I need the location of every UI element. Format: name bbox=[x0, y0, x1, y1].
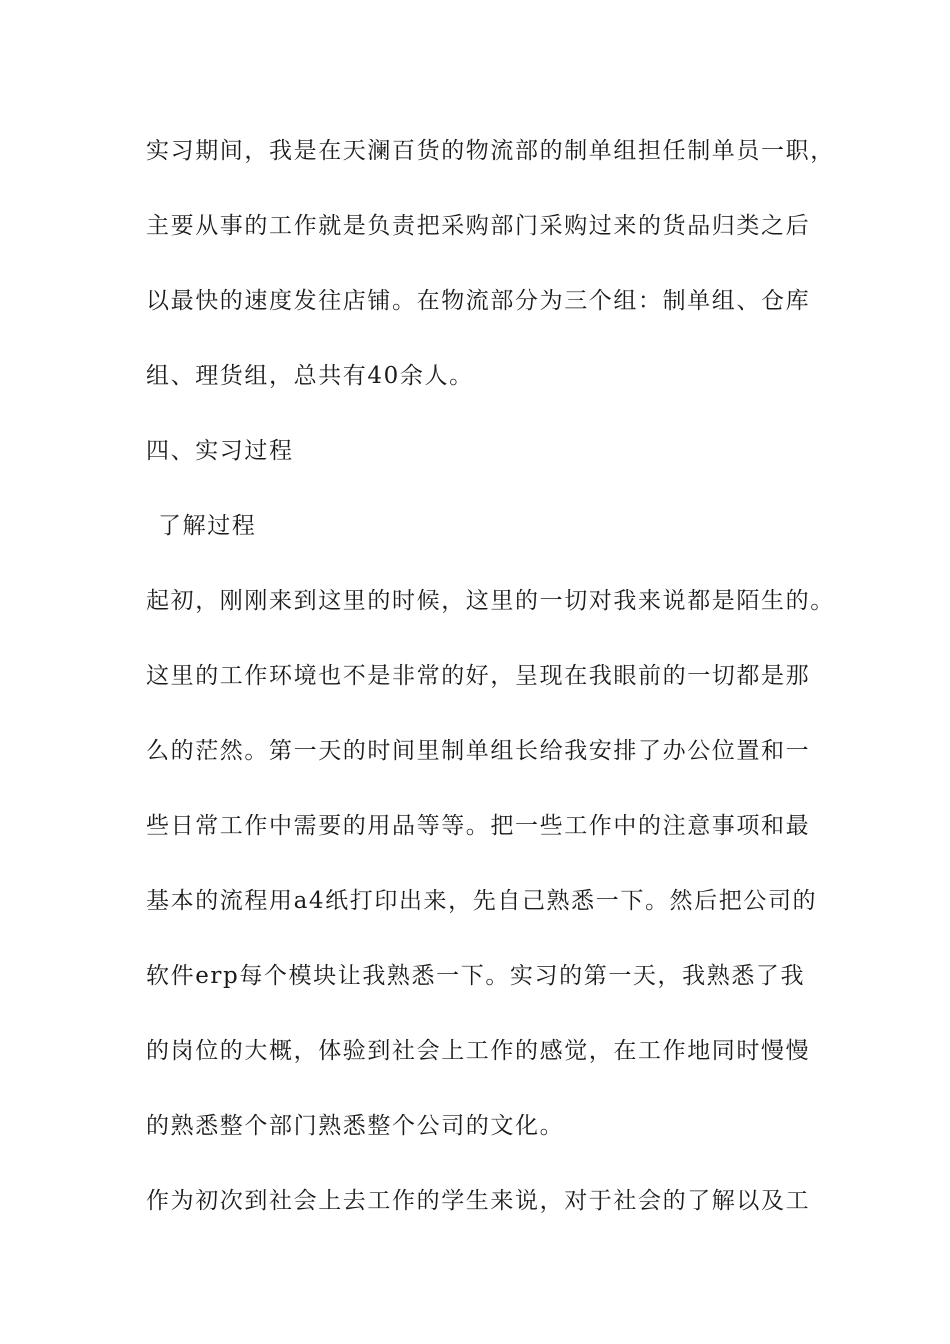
section-heading: 四、实习过程 bbox=[146, 438, 294, 464]
paragraph-line: 起初，刚刚来到这里的时候，这里的一切对我来说都是陌生的。 bbox=[146, 588, 835, 614]
paragraph-line: 这里的工作环境也不是非常的好，呈现在我眼前的一切都是那 bbox=[146, 663, 811, 689]
paragraph-line: 么的茫然。第一天的时间里制单组长给我安排了办公位置和一 bbox=[146, 738, 811, 764]
subsection-heading: 了解过程 bbox=[158, 513, 257, 539]
paragraph-line: 作为初次到社会上去工作的学生来说，对于社会的了解以及工 bbox=[146, 1188, 811, 1214]
paragraph-line: 些日常工作中需要的用品等等。把一些工作中的注意事项和最 bbox=[146, 813, 811, 839]
paragraph-line: 的熟悉整个部门熟悉整个公司的文化。 bbox=[146, 1113, 565, 1139]
paragraph-line: 以最快的速度发往店铺。在物流部分为三个组：制单组、仓库 bbox=[146, 288, 811, 314]
paragraph-line: 基本的流程用a4纸打印出来，先自己熟悉一下。然后把公司的 bbox=[146, 888, 818, 914]
paragraph-line: 主要从事的工作就是负责把采购部门采购过来的货品归类之后 bbox=[146, 213, 811, 239]
paragraph-line: 组、理货组，总共有40余人。 bbox=[146, 363, 474, 389]
paragraph-line: 软件erp每个模块让我熟悉一下。实习的第一天，我熟悉了我 bbox=[146, 963, 806, 989]
paragraph-line: 的岗位的大概，体验到社会上工作的感觉，在工作地同时慢慢 bbox=[146, 1038, 811, 1064]
paragraph-line: 实习期间，我是在天澜百货的物流部的制单组担任制单员一职， bbox=[146, 138, 835, 164]
